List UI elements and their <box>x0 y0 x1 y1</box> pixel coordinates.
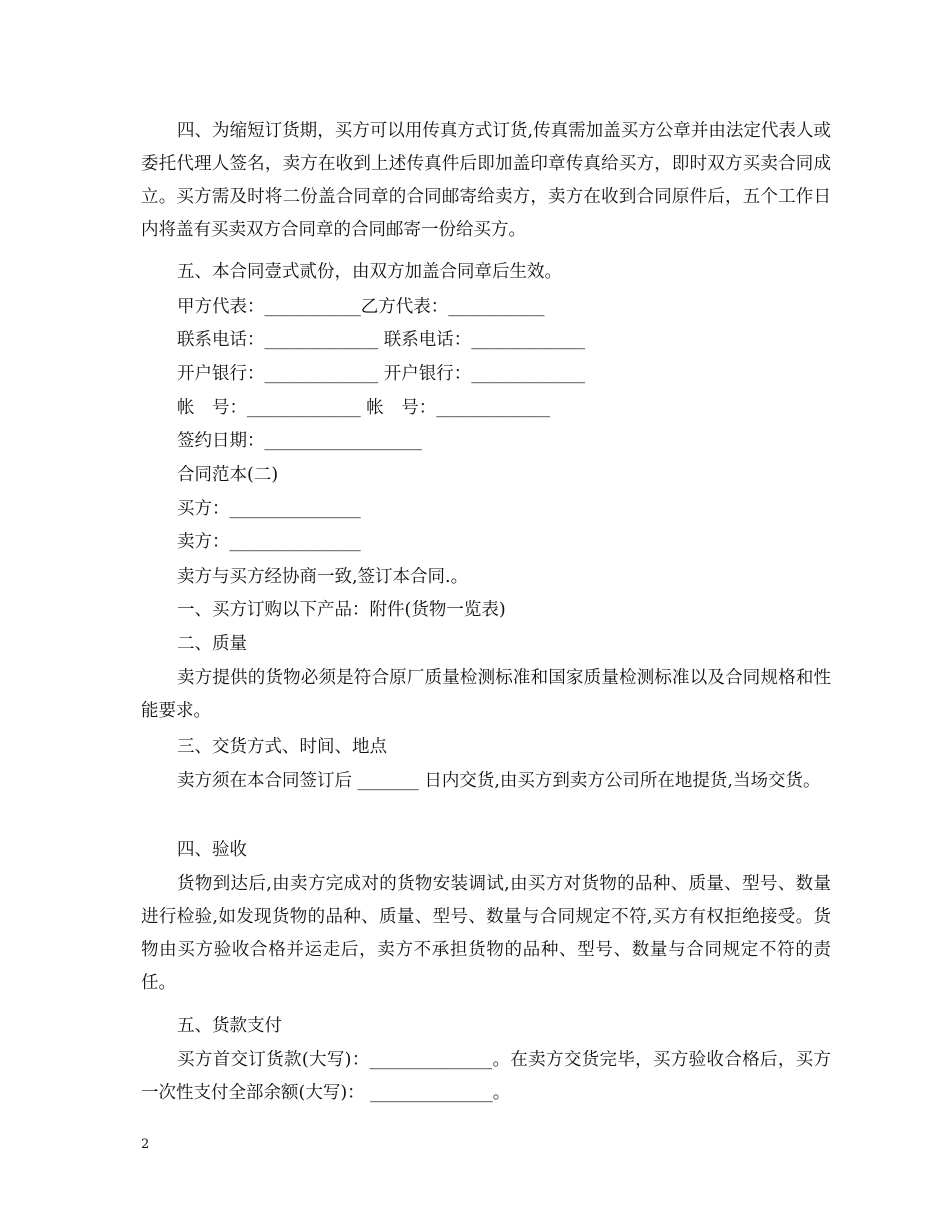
clause-2-heading: 二、质量 <box>177 634 247 654</box>
inspection-paragraph: 货物到达后,由卖方完成对的货物安装调试,由买方对货物的品种、质量、型号、数量进行检验,如发现货物的品种、质量、型号、数量与合同规定不符,买方有权拒绝接受。货物由买方验收合格并运走后，卖方不承担货物的品种、型号、数量与合同规定不符的责任。 <box>141 874 831 993</box>
clause-4-fax-ordering: 四、为缩短订货期，买方可以用传真方式订货,传真需加盖买方公章并由法定代表人或委托代理人签名，卖方在收到上述传真件后即加盖印章传真给买方，即时双方买卖合同成立。买方需及时将二份盖合同章的合同邮寄给卖方，卖方在收到合同原件后，五个工作日内将盖有买卖双方合同章的合同邮寄一份给买方。 <box>141 121 831 240</box>
account-line: 帐 号：_____________ 帐 号：_____________ <box>177 398 551 418</box>
representatives-line: 甲方代表：___________乙方代表：___________ <box>177 297 545 317</box>
quality-paragraph: 卖方提供的货物必须是符合原厂质量检测标准和国家质量检测标准以及合同规格和性能要求。 <box>141 668 831 721</box>
clause-5-heading: 五、货款支付 <box>177 1016 282 1036</box>
clause-1-products: 一、买方订购以下产品：附件(货物一览表) <box>177 600 506 620</box>
page-number: 2 <box>141 1137 150 1152</box>
clause-3-heading: 三、交货方式、时间、地点 <box>177 737 387 757</box>
clause-4-heading: 四、验收 <box>177 840 247 860</box>
signing-date-line: 签约日期：__________________ <box>177 431 422 451</box>
clause-5-effectiveness: 五、本合同壹式贰份，由双方加盖合同章后生效。 <box>177 262 562 282</box>
payment-paragraph: 买方首交订货款(大写)：______________。在卖方交货完毕，买方验收合格后，买方一次性支付全部余额(大写)： ______________。 <box>141 1050 831 1103</box>
phone-line: 联系电话：_____________ 联系电话：_____________ <box>177 330 586 350</box>
template-two-heading: 合同范本(二) <box>177 465 279 485</box>
buyer-line: 买方：_______________ <box>177 499 361 519</box>
bank-line: 开户银行：_____________ 开户银行：_____________ <box>177 364 586 384</box>
delivery-paragraph: 卖方须在本合同签订后 _______ 日内交货,由买方到卖方公司所在地提货,当场交货。 <box>177 771 821 791</box>
seller-line: 卖方：_______________ <box>177 532 361 552</box>
agreement-intro: 卖方与买方经协商一致,签订本合同.。 <box>177 567 469 587</box>
